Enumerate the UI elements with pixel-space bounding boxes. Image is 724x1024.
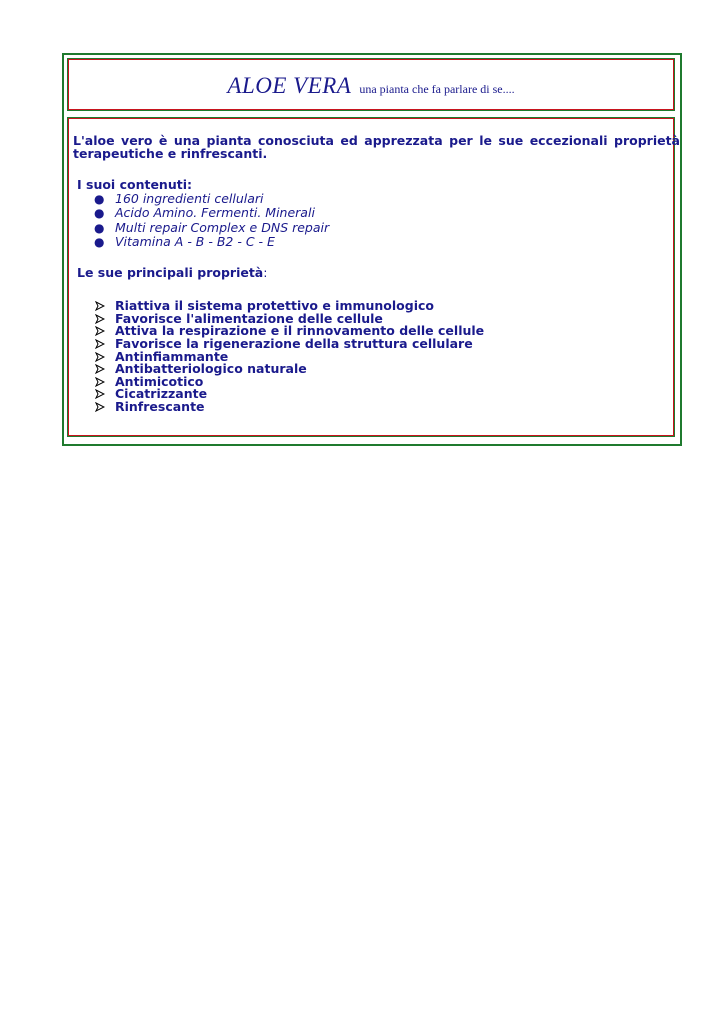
arrow-right-icon <box>95 326 105 336</box>
properties-heading-suffix: : <box>263 265 268 281</box>
bullet-dot-icon: ● <box>94 206 105 221</box>
contents-list <box>73 192 680 249</box>
property-item-text: Favorisce l'alimentazione delle cellule <box>115 310 383 326</box>
content-box <box>67 117 680 437</box>
contents-item <box>73 221 680 235</box>
arrow-right-icon <box>95 314 105 324</box>
title-line <box>68 73 674 99</box>
property-item-text: Riattiva il sistema protettivo e immunologico <box>115 298 434 314</box>
page-subtitle: una pianta che fa parlare di se.... <box>359 82 515 96</box>
document-frame <box>62 53 682 446</box>
arrow-right-icon <box>95 339 105 349</box>
property-item-text: Attiva la respirazione e il rinnovamento delle cellule <box>115 323 485 339</box>
arrow-right-icon <box>95 364 105 374</box>
bullet-dot-icon: ● <box>94 192 105 206</box>
contents-heading: I suoi contenuti: <box>77 177 192 192</box>
intro-line-2: terapeutiche e rinfrescanti. <box>73 146 268 161</box>
property-item-text: Antimicotico <box>115 373 204 389</box>
title-box <box>67 58 675 111</box>
property-item-text: Cicatrizzante <box>115 386 208 402</box>
contents-item <box>73 235 680 249</box>
intro-line-1: L'aloe vero è una pianta conosciuta ed apprezzata per le sue eccezionali proprietà <box>73 133 680 148</box>
contents-item <box>73 192 680 206</box>
contents-item-text: 160 ingredienti cellulari <box>115 191 264 206</box>
property-item-text: Favorisce la rigenerazione della struttura cellulare <box>115 335 473 351</box>
properties-heading-text: Le sue principali proprietà <box>77 265 264 281</box>
arrow-right-icon <box>95 389 105 399</box>
bullet-dot-icon: ● <box>94 234 105 249</box>
contents-item <box>73 206 680 220</box>
contents-item-text: Acido Amino. Fermenti. Minerali <box>115 205 315 221</box>
bullet-dot-icon: ● <box>94 220 105 235</box>
arrow-right-icon <box>95 352 105 362</box>
content-area <box>73 134 680 414</box>
property-item <box>73 398 680 414</box>
property-item-text: Antinfiammante <box>115 348 229 364</box>
page-title: ALOE VERA <box>227 73 352 98</box>
property-item-text: Rinfrescante <box>115 398 205 414</box>
intro-paragraph <box>73 134 680 160</box>
contents-item-text: Multi repair Complex e DNS repair <box>115 219 330 235</box>
properties-list <box>73 300 680 413</box>
contents-item-text: Vitamina A - B - B2 - C - E <box>115 233 275 249</box>
property-item-text: Antibatteriologico naturale <box>115 361 307 377</box>
arrow-right-icon <box>95 402 105 412</box>
arrow-right-icon <box>95 377 105 387</box>
properties-heading <box>73 266 680 280</box>
arrow-right-icon <box>95 301 105 311</box>
